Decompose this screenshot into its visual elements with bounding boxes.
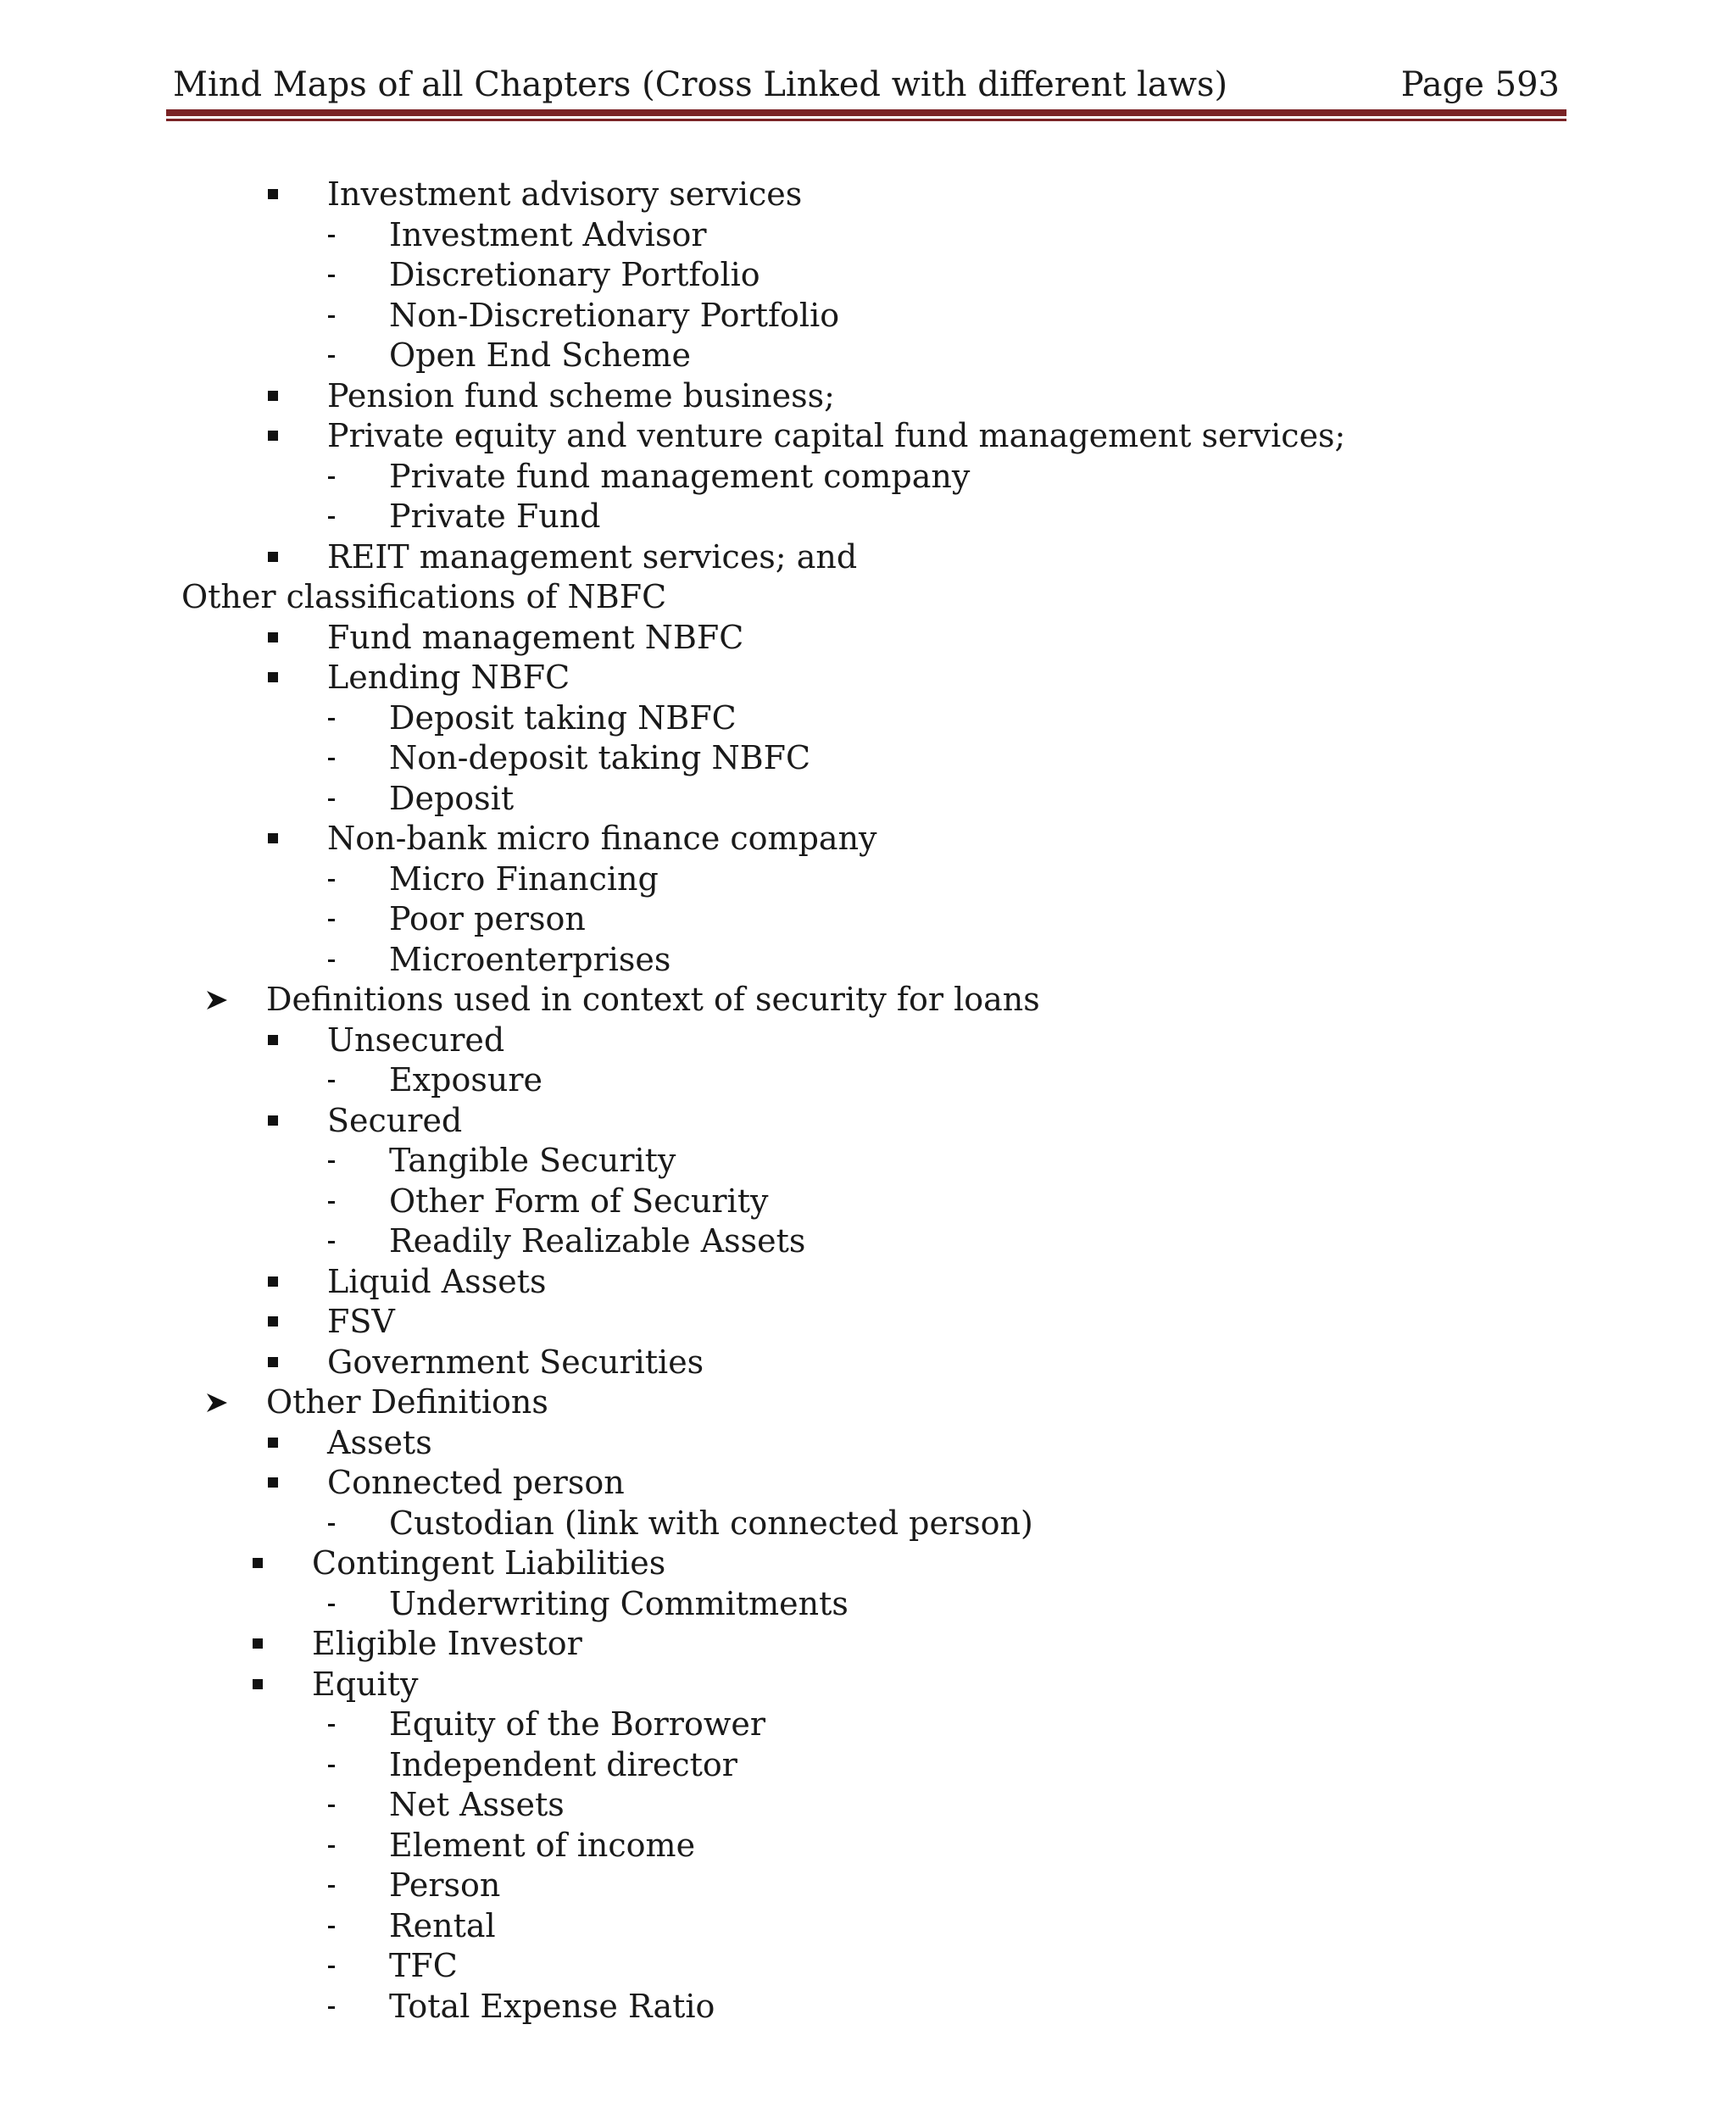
outline-item-text: Unsecured — [327, 1021, 505, 1059]
dash-bullet-icon — [326, 1221, 337, 1261]
outline-item-text: Micro Financing — [389, 859, 659, 898]
outline-item — [0, 1422, 1736, 1463]
outline-item — [0, 415, 1736, 456]
dash-bullet-icon — [326, 214, 337, 255]
outline-item-text: Underwriting Commitments — [389, 1584, 849, 1622]
arrow-bullet-icon — [205, 1382, 229, 1422]
dash-bullet-icon — [326, 698, 337, 738]
outline-item — [0, 1905, 1736, 1946]
outline-item-text: Total Expense Ratio — [389, 1987, 715, 2025]
outline-item-text: Investment advisory services — [327, 175, 803, 213]
dash-bullet-icon — [326, 859, 337, 899]
outline-item — [0, 778, 1736, 819]
outline-item-text: Non-bank micro finance company — [327, 820, 877, 857]
dash-bullet-icon — [326, 1140, 337, 1181]
outline-item — [0, 939, 1736, 980]
outline-item-text: Private fund management company — [389, 457, 971, 495]
outline-item — [0, 617, 1736, 658]
outline-item — [0, 456, 1736, 497]
outline-item-text: Readily Realizable Assets — [389, 1222, 806, 1260]
outline-item-text: Secured — [327, 1101, 463, 1139]
square-bullet-icon — [267, 617, 279, 658]
outline-item-text: TFC — [389, 1947, 458, 1984]
outline-item — [0, 1181, 1736, 1221]
dash-bullet-icon — [326, 1583, 337, 1624]
outline-item — [0, 576, 1736, 617]
outline-item-text: Open End Scheme — [389, 337, 691, 374]
outline-item — [0, 496, 1736, 537]
dash-bullet-icon — [326, 1865, 337, 1905]
outline-item — [0, 1503, 1736, 1543]
outline-item — [0, 1060, 1736, 1100]
dash-bullet-icon — [326, 898, 337, 939]
outline-item-text: Other classifications of NBFC — [181, 578, 667, 615]
outline-item — [0, 1140, 1736, 1181]
square-bullet-icon — [267, 1342, 279, 1382]
outline-item — [0, 898, 1736, 939]
dash-bullet-icon — [326, 1945, 337, 1986]
outline-item-text: Non-deposit taking NBFC — [389, 739, 811, 776]
page-number: Page 593 — [1400, 65, 1560, 104]
dash-bullet-icon — [326, 1905, 337, 1946]
outline-item-text: Deposit — [389, 779, 515, 817]
outline-item-text: Other Definitions — [266, 1383, 548, 1421]
dash-bullet-icon — [326, 1503, 337, 1543]
square-bullet-icon — [252, 1664, 264, 1705]
outline-item-text: Independent director — [389, 1745, 737, 1783]
outline-item-text: Discretionary Portfolio — [389, 256, 760, 293]
square-bullet-icon — [267, 1422, 279, 1463]
outline-item — [0, 1543, 1736, 1583]
outline-item — [0, 214, 1736, 255]
outline-item-text: Non-Discretionary Portfolio — [389, 296, 840, 334]
dash-bullet-icon — [326, 1986, 337, 2027]
outline-item-text: Equity of the Borrower — [389, 1705, 766, 1743]
outline-item-text: Definitions used in context of security for loans — [266, 981, 1040, 1018]
outline-item-text: Other Form of Security — [389, 1182, 769, 1220]
outline-item-text: Net Assets — [389, 1786, 565, 1823]
outline-item — [0, 1945, 1736, 1986]
outline-item — [0, 1744, 1736, 1785]
outline-item — [0, 737, 1736, 778]
outline-item-text: Microenterprises — [389, 940, 671, 978]
outline-item-text: Assets — [327, 1423, 432, 1461]
arrow-bullet-icon — [205, 979, 229, 1020]
outline-item-text: Custodian (link with connected person) — [389, 1504, 1033, 1542]
outline-item — [0, 1986, 1736, 2027]
square-bullet-icon — [267, 1301, 279, 1342]
outline-item-text: REIT management services; and — [327, 537, 858, 576]
outline-item-text: Fund management NBFC — [327, 618, 744, 656]
outline-item-text: Contingent Liabilities — [312, 1544, 666, 1582]
outline-item — [0, 1100, 1736, 1141]
outline-item-text: Exposure — [389, 1061, 543, 1098]
outline-item — [0, 1221, 1736, 1261]
outline-item-text: Poor person — [389, 900, 586, 937]
outline-item-text: Pension fund scheme business; — [327, 376, 835, 414]
outline-item — [0, 1704, 1736, 1744]
square-bullet-icon — [267, 174, 279, 214]
outline-item-text: Liquid Assets — [327, 1262, 547, 1300]
outline-item — [0, 1623, 1736, 1664]
outline-item-text: Element of income — [389, 1826, 696, 1864]
outline-item — [0, 1382, 1736, 1422]
outline-item — [0, 537, 1736, 577]
square-bullet-icon — [267, 1462, 279, 1503]
square-bullet-icon — [252, 1623, 264, 1664]
outline-item-text: Tangible Security — [389, 1142, 676, 1179]
outline-item-text: Connected person — [327, 1464, 625, 1501]
outline-item-text: Rental — [389, 1906, 496, 1944]
dash-bullet-icon — [326, 456, 337, 497]
outline-item-text: Person — [389, 1866, 501, 1904]
dash-bullet-icon — [326, 1060, 337, 1100]
dash-bullet-icon — [326, 1704, 337, 1744]
outline-item — [0, 1825, 1736, 1866]
outline-item — [0, 335, 1736, 375]
outline-item — [0, 375, 1736, 416]
dash-bullet-icon — [326, 1181, 337, 1221]
outline-item — [0, 295, 1736, 336]
square-bullet-icon — [267, 1100, 279, 1141]
square-bullet-icon — [267, 415, 279, 456]
outline-item-text: Private equity and venture capital fund management services; — [327, 417, 1346, 454]
outline-item — [0, 1784, 1736, 1825]
outline-item — [0, 657, 1736, 698]
square-bullet-icon — [267, 1020, 279, 1060]
outline-item-text: Equity — [312, 1665, 419, 1703]
dash-bullet-icon — [326, 1825, 337, 1866]
dash-bullet-icon — [326, 496, 337, 537]
dash-bullet-icon — [326, 1744, 337, 1785]
outline-item — [0, 254, 1736, 295]
outline-item — [0, 1261, 1736, 1302]
outline-item — [0, 859, 1736, 899]
outline-item — [0, 1301, 1736, 1342]
outline-item — [0, 1664, 1736, 1705]
square-bullet-icon — [267, 375, 279, 416]
square-bullet-icon — [267, 1261, 279, 1302]
dash-bullet-icon — [326, 335, 337, 375]
outline-item-text: Government Securities — [327, 1343, 704, 1381]
outline-item — [0, 1865, 1736, 1905]
outline-item-text: Private Fund — [389, 498, 601, 535]
outline-item — [0, 979, 1736, 1020]
square-bullet-icon — [267, 657, 279, 698]
outline-item — [0, 1462, 1736, 1503]
dash-bullet-icon — [326, 1784, 337, 1825]
outline-item — [0, 1020, 1736, 1060]
header-title: Mind Maps of all Chapters (Cross Linked with different laws) — [173, 65, 1228, 104]
outline-item — [0, 818, 1736, 859]
outline-item-text: Eligible Investor — [312, 1625, 582, 1662]
dash-bullet-icon — [326, 295, 337, 336]
outline-item-text: Lending NBFC — [327, 659, 570, 696]
outline-item — [0, 174, 1736, 214]
outline-item-text: Investment Advisor — [389, 215, 707, 253]
outline-item — [0, 698, 1736, 738]
square-bullet-icon — [267, 537, 279, 577]
square-bullet-icon — [267, 818, 279, 859]
outline-item-text: Deposit taking NBFC — [389, 698, 737, 737]
outline-item — [0, 1583, 1736, 1624]
dash-bullet-icon — [326, 939, 337, 980]
outline-item-text: FSV — [327, 1303, 395, 1340]
dash-bullet-icon — [326, 737, 337, 778]
dash-bullet-icon — [326, 254, 337, 295]
dash-bullet-icon — [326, 778, 337, 819]
outline-item — [0, 1342, 1736, 1382]
square-bullet-icon — [252, 1543, 264, 1583]
